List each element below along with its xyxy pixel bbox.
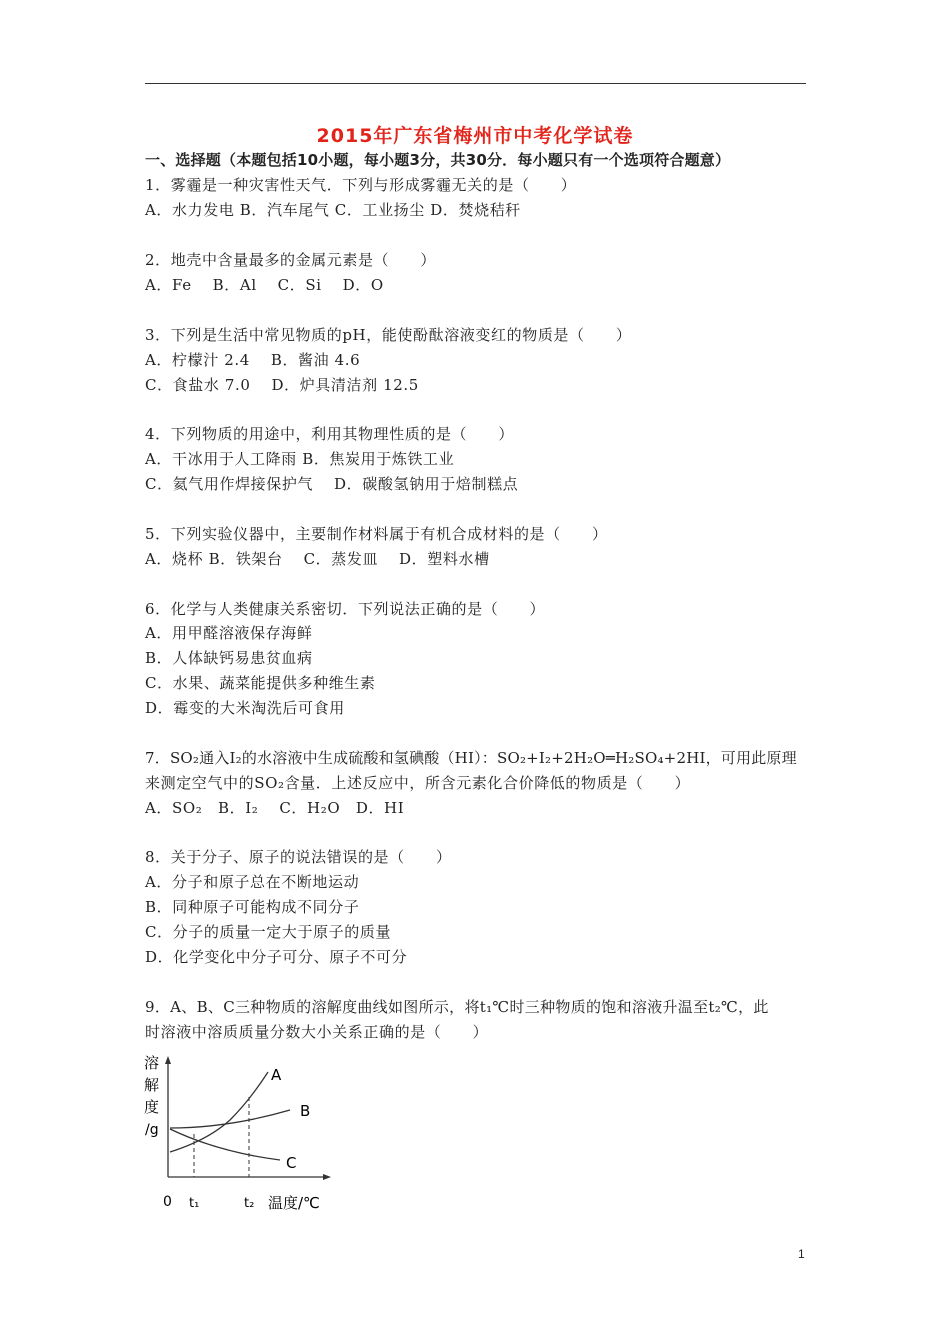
question-3: 3．下列是生活中常见物质的pH，能使酚酞溶液变红的物质是（ ） [145, 326, 632, 344]
question-7-options: A．SO₂ B．I₂ C．H₂O D．HI [145, 799, 405, 817]
ylabel-char-3: 度 [144, 1098, 160, 1116]
curve-label-c: C [286, 1154, 297, 1172]
question-2: 2．地壳中含量最多的金属元素是（ ） [145, 251, 436, 269]
curve-label-b: B [300, 1102, 311, 1120]
y-axis-arrow [165, 1056, 171, 1064]
ylabel-char-2: 解 [144, 1076, 160, 1094]
question-5-options: A．烧杯 B．铁架台 C．蒸发皿 D．塑料水槽 [145, 550, 490, 568]
question-6: 6．化学与人类健康关系密切．下列说法正确的是（ ） [145, 600, 546, 618]
question-5: 5．下列实验仪器中，主要制作材料属于有机合成材料的是（ ） [145, 525, 608, 543]
ylabel-char-1: 溶 [144, 1054, 160, 1072]
question-6-option-b: B．人体缺钙易患贫血病 [145, 649, 313, 667]
question-4: 4．下列物质的用途中，利用其物理性质的是（ ） [145, 425, 514, 443]
curve-b [170, 1110, 290, 1128]
question-7-line1: 7．SO₂通入I₂的水溶液中生成硫酸和氢碘酸（HI）：SO₂+I₂+2H₂O═H₂SO₄+2HI，可用此原理 [145, 749, 797, 767]
question-3-options-cd: C．食盐水 7.0 D．炉具清洁剂 12.5 [145, 376, 419, 394]
question-7-line2: 来测定空气中的SO₂含量．上述反应中，所含元素化合价降低的物质是（ ） [145, 774, 691, 792]
question-4-options-ab: A．干冰用于人工降雨 B．焦炭用于炼铁工业 [145, 450, 455, 468]
question-1-options: A．水力发电 B．汽车尾气 C．工业扬尘 D．焚烧秸秆 [145, 201, 521, 219]
question-6-option-a: A．用甲醛溶液保存海鲜 [145, 624, 313, 642]
section-heading: 一、选择题（本题包括10小题，每小题3分，共30分．每小题只有一个选项符合题意） [145, 151, 731, 169]
question-2-options: A．Fe B．Al C．Si D．O [145, 276, 384, 294]
question-8: 8．关于分子、原子的说法错误的是（ ） [145, 848, 452, 866]
page-number: 1 [798, 1247, 805, 1261]
question-8-option-c: C．分子的质量一定大于原子的质量 [145, 923, 392, 941]
question-3-options-ab: A．柠檬汁 2.4 B．酱油 4.6 [145, 351, 361, 369]
x-axis-arrow [323, 1174, 331, 1180]
curve-c [170, 1129, 280, 1160]
question-9-line1: 9．A、B、C三种物质的溶解度曲线如图所示，将t₁℃时三种物质的饱和溶液升温至t₂℃，此 [145, 998, 769, 1016]
solubility-chart [138, 1052, 338, 1217]
question-9-line2: 时溶液中溶质质量分数大小关系正确的是（ ） [145, 1023, 489, 1041]
tick-t1: t₁ [189, 1196, 200, 1211]
curve-label-a: A [271, 1066, 282, 1084]
question-6-option-c: C．水果、蔬菜能提供多种维生素 [145, 674, 376, 692]
curve-a [170, 1072, 268, 1152]
header-rule [145, 83, 806, 84]
tick-t2: t₂ [244, 1196, 255, 1211]
question-8-option-a: A．分子和原子总在不断地运动 [145, 873, 360, 891]
question-6-option-d: D．霉变的大米淘洗后可食用 [145, 699, 345, 717]
origin-label: 0 [163, 1194, 172, 1210]
question-8-option-d: D．化学变化中分子可分、原子不可分 [145, 948, 408, 966]
xlabel: 温度/℃ [268, 1194, 320, 1212]
question-1: 1．雾霾是一种灾害性天气．下列与形成雾霾无关的是（ ） [145, 176, 577, 194]
question-8-option-b: B．同种原子可能构成不同分子 [145, 898, 360, 916]
ylabel-char-4: /g [145, 1122, 159, 1138]
question-4-options-cd: C．氦气用作焊接保护气 D．碳酸氢钠用于焙制糕点 [145, 475, 519, 493]
page-title: 2015年广东省梅州市中考化学试卷 [316, 125, 634, 147]
